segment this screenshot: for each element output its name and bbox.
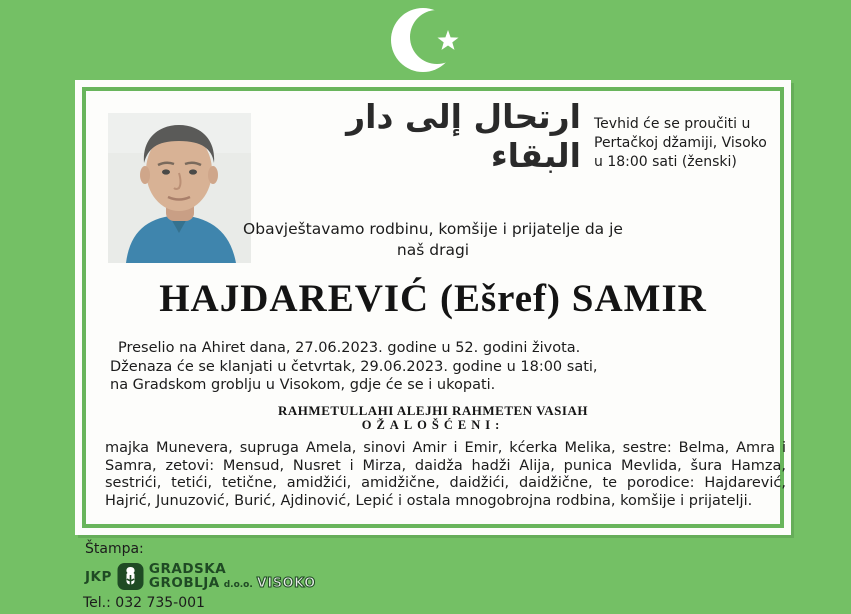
- announcement-line: Obavještavamo rodbinu, komšije i prijatelje da je: [243, 220, 623, 238]
- deceased-name: HAJDAREVIĆ (Ešref) SAMIR: [159, 277, 707, 320]
- tevhid-notice: [594, 115, 789, 172]
- phone-number: Tel.: 032 735-001: [83, 595, 205, 611]
- company-name-line1: GRADSKA: [148, 561, 227, 577]
- announcement-line: naš dragi: [396, 241, 470, 259]
- company-logo: [85, 560, 316, 594]
- mourners-heading: OŽALOŠĆENI:: [361, 418, 505, 432]
- announcement-text: [86, 219, 780, 261]
- company-prefix: JKP: [85, 569, 112, 585]
- details-line: Preselio na Ahiret dana, 27.06.2023. godine u 52. godini života.: [118, 340, 581, 356]
- crescent-and-star-icon: [390, 4, 474, 76]
- obituary-card: [75, 80, 791, 535]
- tevhid-line: u 18:00 sati (ženski): [594, 154, 737, 170]
- details-line: na Gradskom groblju u Visokom, gdje će se i ukopati.: [110, 377, 496, 393]
- arabic-calligraphy: ارتحال إلى دار البقاء: [346, 97, 581, 175]
- rahmet-line: RAHMETULLAHI ALEJHI RAHMETEN VASIAH: [278, 403, 588, 418]
- company-name: [149, 562, 316, 592]
- details-line: Dženaza će se klanjati u četvrtak, 29.06.2023. godine u 18:00 sati,: [110, 358, 598, 375]
- company-city: VISOKO: [256, 576, 316, 591]
- card-green-frame: [82, 87, 784, 528]
- gravestone-logo-icon: [117, 562, 144, 592]
- tevhid-line: Pertačkoj džamiji, Visoko: [594, 135, 767, 151]
- mourners-list: majka Munevera, supruga Amela, sinovi Amir i Emir, kćerka Melika, sestre: Belma, Amra i Samra, zetovi: Mensud, Nusret i Mirza, daidža hadži Alija, punica Mevlida, šura Hamza, sestrići, tetići, tetične, amidžići, amidžične, daidžići, daidžične, te porodice: Hajdarević, Hajrić, Junuzović, Burić, Ajdinović, Lepić i ostala mnogobrojna rodbina, komšije i prijatelji.: [105, 440, 786, 509]
- funeral-details: [110, 339, 630, 395]
- tevhid-line: Tevhid će se proučiti u: [594, 116, 751, 132]
- company-suffix: d.o.o.: [223, 580, 253, 590]
- print-label: Štampa:: [85, 541, 144, 557]
- company-name-line2: GROBLJA: [148, 575, 220, 591]
